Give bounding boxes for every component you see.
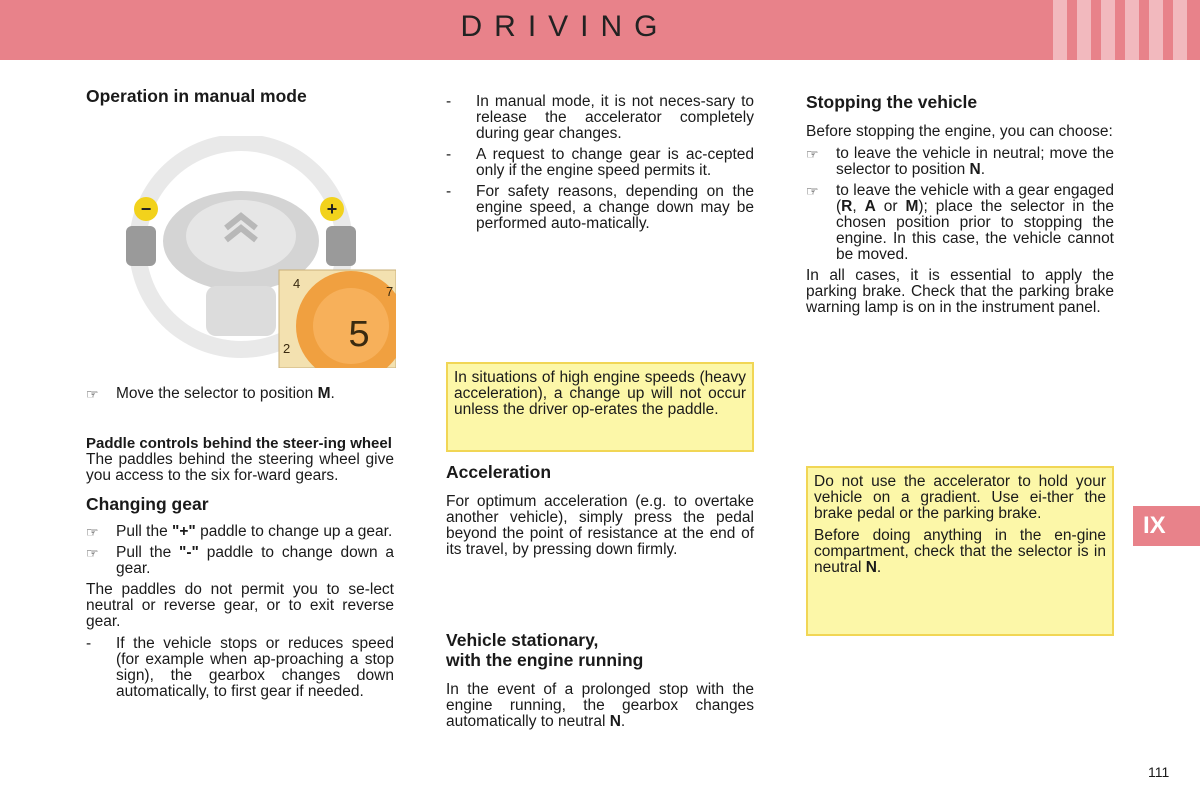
list-item: ☞ to leave the vehicle with a gear engaged (R, A or M); place the selector in the chosen position prior to stopping the engine. In this case, the vehicle cannot be moved. [806,182,1114,263]
section-heading-manual-mode: Operation in manual mode [86,86,307,106]
column-right [806,92,1114,322]
list-item: - In manual mode, it is not neces-sary to release the accelerator completely during gear changes. [446,93,754,142]
hand-pointer-icon: ☞ [806,183,819,199]
list-item: ☞ Pull the "+" paddle to change up a gear. [86,523,393,540]
chapter-tab: IX [1133,506,1200,546]
hand-pointer-icon: ☞ [86,386,99,402]
note-box-high-speeds: In situations of high engine speeds (heavy acceleration), a change up will not occur unless the driver op-erates the paddle. [446,362,754,452]
hand-pointer-icon: ☞ [806,146,819,162]
page-title: DRIVING [460,10,670,43]
header-stripe [1149,0,1163,60]
steering-wheel-image [86,136,396,368]
column-left [86,86,394,106]
display-scale-2: 2 [283,341,291,356]
display-scale-7: 7 [386,284,394,299]
stopping-intro: Before stopping the engine, you can choose: [806,123,1113,140]
section-heading-changing-gear: Changing gear [86,494,209,514]
list-item: - For safety reasons, depending on the engine speed, a change down may be performed auto-matically. [446,183,754,232]
hand-pointer-icon: ☞ [86,524,99,540]
steering-wheel-illustration [86,136,396,368]
section-heading-paddles: Paddle controls behind the steer-ing wheel [86,435,392,452]
header-stripe [1053,0,1067,60]
column-middle-bottom [446,630,754,736]
header-stripe [1077,0,1091,60]
list-item: ☞ to leave the vehicle in neutral; move the selector to position N. [806,145,1114,178]
paddles-paragraph: The paddles behind the steering wheel give you access to the six for-ward gears. [86,451,394,484]
gear-display-value: 5 [347,315,371,358]
paddle-minus-label: − [140,199,152,219]
stationary-paragraph: In the event of a prolonged stop with the engine running, the gearbox changes automatically to neutral N. [446,681,754,730]
paddle-limits-paragraph: The paddles do not permit you to se-lect neutral or reverse gear, or to exit reverse gear. [86,581,394,630]
list-item: - A request to change gear is ac-cepted only if the engine speed permits it. [446,146,754,179]
paddle-plus-label: + [326,199,338,219]
hand-pointer-icon: ☞ [86,545,99,561]
column-middle [446,94,754,237]
section-heading-stationary-line1: Vehicle stationary, [446,630,599,650]
display-scale-4: 4 [293,276,301,291]
header-stripe [1173,0,1187,60]
list-item: - If the vehicle stops or reduces speed (for example when ap-proaching a stop sign), the gearbox changes down automatically, to first gear if needed. [86,635,394,700]
header-stripe [1101,0,1115,60]
header-stripe [1125,0,1139,60]
note-box-gradient: Do not use the accelerator to hold your vehicle on a gradient. Use ei-ther the brake pedal or the parking brake. Before doing anything in the en-gine compartment, check that the selector is in neutral N. [806,466,1114,636]
section-heading-acceleration: Acceleration [446,462,552,482]
list-item: ☞ Move the selector to position M. [86,385,335,402]
section-heading-stopping: Stopping the vehicle [806,92,978,112]
page-header [0,0,1200,60]
page-number: 111 [1148,764,1170,780]
section-heading-stationary-line2: with the engine running [446,650,644,670]
list-item: ☞ Pull the "-" paddle to change down a gear. [86,544,395,577]
all-cases-paragraph: In all cases, it is essential to apply the parking brake. Check that the parking brake warning lamp is on in the instrument panel. [806,267,1114,316]
column-left-lower [86,386,394,705]
column-middle-lower [446,462,754,564]
acceleration-paragraph: For optimum acceleration (e.g. to overtake another vehicle), simply press the pedal beyond the point of resistance at the end of its travel, by pressing down firmly. [446,493,754,558]
